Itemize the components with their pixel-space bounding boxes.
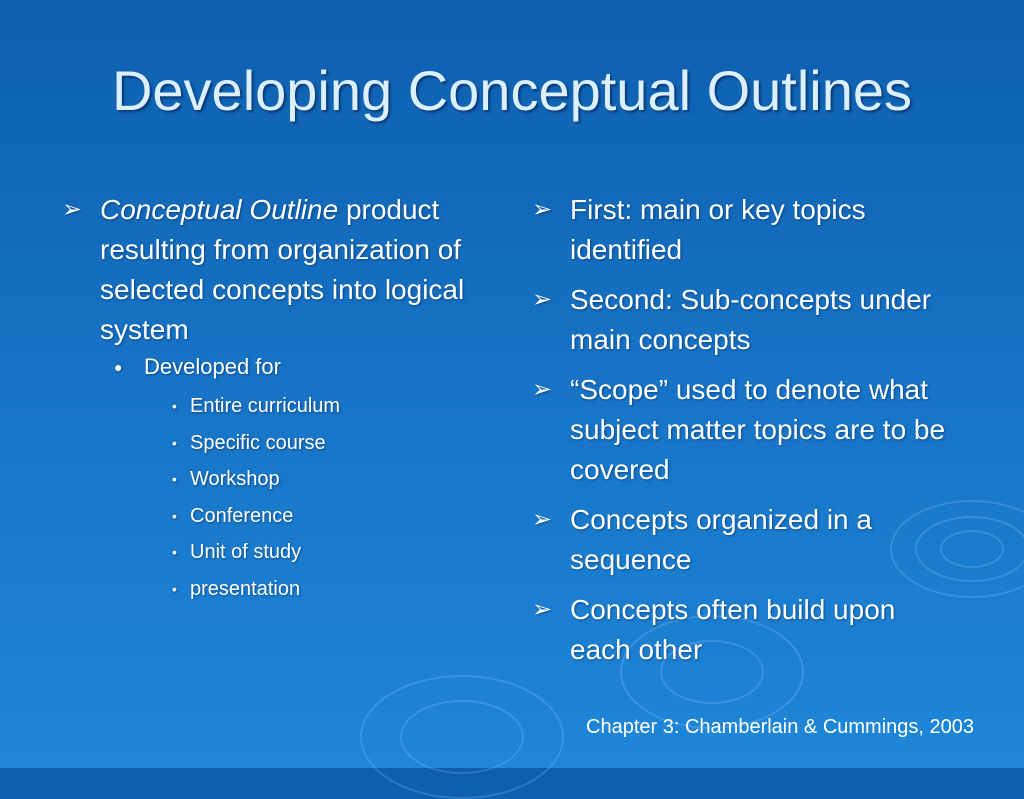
list-item [62, 498, 482, 535]
arrow-bullet-icon: ➢ [532, 506, 553, 533]
right-bullet-text: Second: Sub-concepts under main concepts [570, 284, 932, 355]
right-bullet [532, 280, 962, 360]
small-dot-bullet-icon: • [172, 398, 177, 414]
arrow-bullet-icon: ➢ [532, 596, 553, 623]
conceptual-outline-term: Conceptual Outline [100, 194, 339, 225]
right-bullet-text: Concepts often build upon each other [570, 594, 896, 665]
small-dot-bullet-icon: • [172, 434, 177, 451]
dot-bullet-icon: ● [114, 359, 123, 375]
arrow-bullet-icon: ➢ [532, 376, 553, 403]
list-item [62, 571, 482, 608]
main-bullet-text: product resulting from organization of selected concepts into logical system [100, 194, 465, 345]
right-column [532, 190, 962, 680]
small-dot-bullet-icon: • [172, 580, 177, 597]
arrow-bullet-icon: ➢ [62, 196, 83, 223]
small-dot-bullet-icon: • [172, 471, 177, 487]
citation-footer: Chapter 3: Chamberlain & Cummings, 2003 [586, 716, 974, 738]
list-item-text: Unit of study [190, 541, 302, 563]
right-bullet [532, 590, 962, 670]
right-bullet [532, 370, 962, 490]
main-bullet [62, 190, 482, 350]
list-item [62, 425, 482, 462]
list-item [62, 461, 482, 498]
arrow-bullet-icon: ➢ [532, 196, 553, 223]
left-column [62, 190, 482, 607]
arrow-bullet-icon: ➢ [532, 286, 553, 313]
small-dot-bullet-icon: • [172, 507, 177, 524]
right-bullet-text: Concepts organized in a sequence [570, 504, 872, 575]
list-item [62, 388, 482, 425]
right-bullet-text: First: main or key topics identified [570, 194, 866, 265]
right-bullet [532, 500, 962, 580]
list-item-text: presentation [190, 577, 301, 600]
right-bullet [532, 190, 962, 270]
list-item-text: Workshop [190, 468, 280, 490]
small-dot-bullet-icon: • [172, 544, 177, 560]
sub-bullet-text: Developed for [144, 354, 281, 379]
list-item-text: Entire curriculum [190, 395, 341, 417]
usage-list [62, 388, 482, 607]
list-item-text: Conference [190, 504, 294, 527]
right-bullet-text: “Scope” used to denote what subject matter topics are to be covered [570, 374, 946, 485]
sub-bullet [62, 352, 482, 382]
slide-title: Developing Conceptual Outlines [111, 59, 913, 122]
list-item-text: Specific course [190, 431, 326, 454]
list-item [62, 534, 482, 571]
